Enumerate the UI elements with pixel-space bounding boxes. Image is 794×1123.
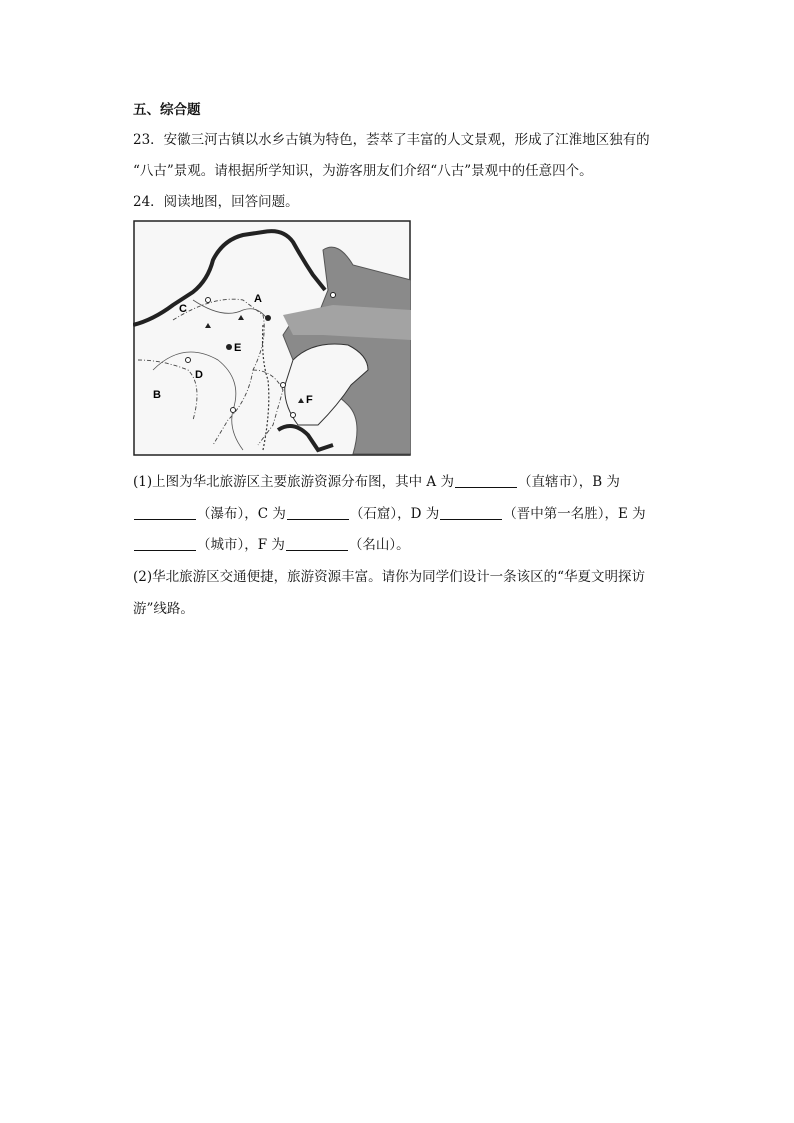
- question-24-part-2-line-1: (2)华北旅游区交通便捷，旅游资源丰富。请你为同学们设计一条该区的“华夏文明探访: [133, 569, 646, 585]
- north-china-tourism-map: [133, 220, 411, 456]
- map-label-f: F: [306, 394, 313, 406]
- part-1-text-e: （晋中第一名胜），E 为: [503, 506, 646, 522]
- blank-d[interactable]: [440, 505, 502, 520]
- question-23-line-2: “八古”景观。请根据所学知识，为游客朋友们介绍“八古”景观中的任意四个。: [133, 163, 593, 179]
- part-1-text-f: （城市），F 为: [197, 537, 285, 553]
- part-1-text-c: （瀑布），C 为: [197, 506, 286, 522]
- blank-f[interactable]: [286, 536, 348, 551]
- blank-a[interactable]: [455, 473, 517, 488]
- question-23-line-1: 23．安徽三河古镇以水乡古镇为特色，荟萃了丰富的人文景观，形成了江淮地区独有的: [133, 132, 650, 148]
- map-label-a: A: [254, 293, 262, 305]
- map-label-c: C: [179, 303, 187, 315]
- map-label-e: E: [234, 342, 242, 354]
- map-label-d: D: [195, 369, 203, 381]
- part-1-text-g: （名山）。: [348, 537, 410, 553]
- blank-e[interactable]: [134, 536, 196, 551]
- question-24-intro: 24．阅读地图，回答问题。: [133, 194, 299, 210]
- part-1-text-d: （石窟），D 为: [349, 506, 440, 522]
- part-1-text-a: (1)上图为华北旅游区主要旅游资源分布图，其中 A 为: [133, 474, 454, 490]
- blank-c[interactable]: [287, 505, 349, 520]
- question-24-part-1-line-1: [133, 472, 620, 492]
- section-title: 五、综合题: [133, 102, 201, 118]
- map-label-b: B: [153, 389, 161, 401]
- blank-b[interactable]: [134, 505, 196, 520]
- part-1-text-b: （直辖市），B 为: [517, 474, 620, 490]
- question-24-part-2-line-2: 游”线路。: [133, 601, 194, 617]
- question-24-part-1-line-3: [133, 535, 410, 555]
- question-24-part-1-line-2: [133, 504, 646, 524]
